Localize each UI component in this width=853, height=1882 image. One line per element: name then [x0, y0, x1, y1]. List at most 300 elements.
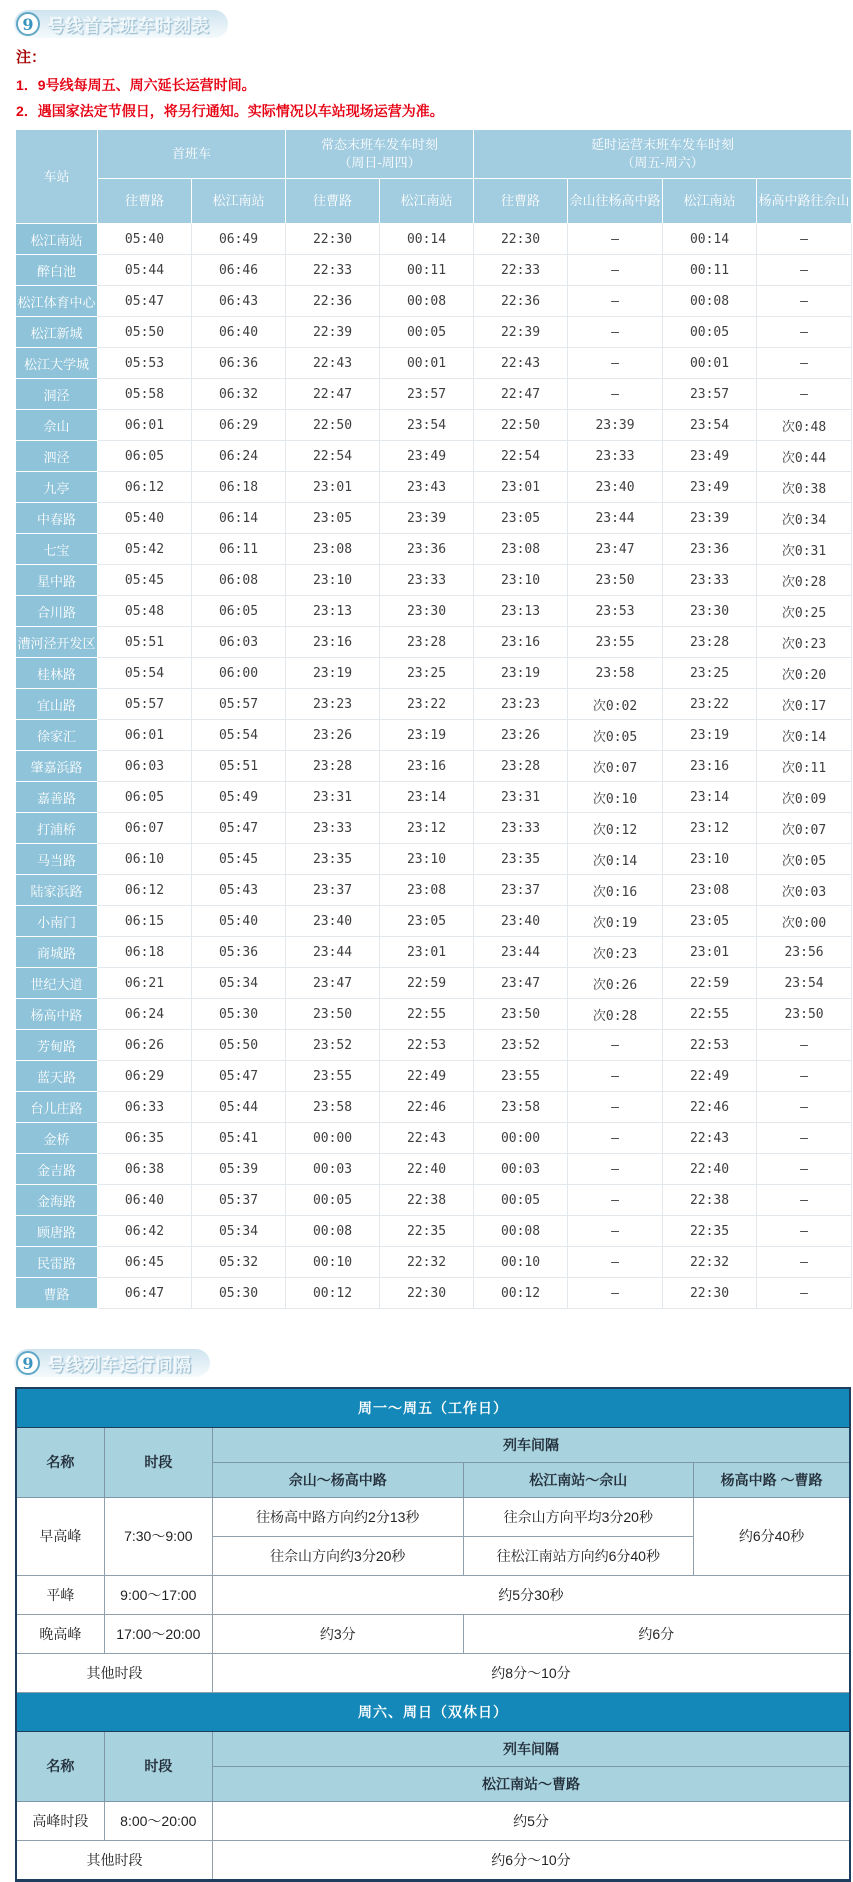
time-cell: 06:42: [98, 1216, 192, 1247]
time-cell: 次0:20: [757, 658, 852, 689]
station-row: [16, 1154, 852, 1185]
time-cell: 06:18: [192, 472, 286, 503]
time-cell: 05:40: [98, 503, 192, 534]
time-cell: 次0:28: [568, 999, 663, 1030]
morning-seg1-dir1: 往杨高中路方向约2分13秒: [212, 1498, 463, 1537]
time-cell: 次0:14: [757, 720, 852, 751]
station-name: 世纪大道: [16, 968, 98, 999]
line-number-icon: 9: [16, 1351, 40, 1375]
time-cell: 23:50: [568, 565, 663, 596]
time-cell: 23:49: [380, 441, 474, 472]
time-cell: 23:44: [286, 937, 380, 968]
time-cell: 23:37: [286, 875, 380, 906]
group-delayed-last: [474, 130, 852, 179]
time-cell: 06:36: [192, 348, 286, 379]
time-cell: 05:54: [98, 658, 192, 689]
time-cell: 06:01: [98, 410, 192, 441]
time-cell: —: [568, 1154, 663, 1185]
station-name: 泗泾: [16, 441, 98, 472]
weekend-peak-value: 约5分: [212, 1802, 850, 1841]
time-cell: 次0:44: [757, 441, 852, 472]
time-cell: 次0:19: [568, 906, 663, 937]
time-cell: 次0:25: [757, 596, 852, 627]
time-cell: 22:40: [663, 1154, 757, 1185]
subcol-to-caolu-first: 往曹路: [98, 179, 192, 224]
time-cell: 06:08: [192, 565, 286, 596]
time-cell: 23:23: [286, 689, 380, 720]
time-cell: 22:43: [663, 1123, 757, 1154]
time-cell: 23:22: [380, 689, 474, 720]
time-cell: 次0:02: [568, 689, 663, 720]
time-cell: 23:05: [380, 906, 474, 937]
time-cell: 23:55: [474, 1061, 568, 1092]
time-cell: 22:33: [474, 255, 568, 286]
station-row: [16, 1092, 852, 1123]
time-cell: 次0:09: [757, 782, 852, 813]
group-delay-line2: （周五-周六）: [621, 155, 704, 170]
time-cell: 22:35: [380, 1216, 474, 1247]
morning-seg3: 约6分40秒: [694, 1498, 850, 1576]
interval-table: [15, 1387, 851, 1882]
time-cell: 22:47: [474, 379, 568, 410]
time-cell: 06:03: [98, 751, 192, 782]
time-cell: 23:26: [474, 720, 568, 751]
station-row: [16, 1123, 852, 1154]
time-cell: 23:01: [474, 472, 568, 503]
time-cell: 23:19: [286, 658, 380, 689]
time-cell: 23:16: [380, 751, 474, 782]
time-cell: 22:32: [380, 1247, 474, 1278]
time-cell: —: [757, 286, 852, 317]
time-cell: 06:12: [98, 875, 192, 906]
time-cell: 23:28: [474, 751, 568, 782]
time-cell: 23:57: [380, 379, 474, 410]
time-cell: 23:47: [286, 968, 380, 999]
time-cell: 23:37: [474, 875, 568, 906]
time-cell: 23:49: [663, 441, 757, 472]
time-cell: 23:16: [474, 627, 568, 658]
time-cell: 次0:23: [568, 937, 663, 968]
time-cell: 00:11: [380, 255, 474, 286]
time-cell: 23:35: [286, 844, 380, 875]
time-cell: 22:54: [286, 441, 380, 472]
time-cell: 06:29: [98, 1061, 192, 1092]
time-cell: 23:28: [380, 627, 474, 658]
time-cell: 23:33: [474, 813, 568, 844]
time-cell: 22:35: [663, 1216, 757, 1247]
time-cell: 次0:23: [757, 627, 852, 658]
time-cell: 次0:17: [757, 689, 852, 720]
weekday-other-name: 其他时段: [16, 1654, 212, 1693]
time-cell: 05:32: [192, 1247, 286, 1278]
time-cell: 00:05: [474, 1185, 568, 1216]
time-cell: 00:14: [380, 224, 474, 255]
station-name: 中春路: [16, 503, 98, 534]
time-cell: 05:36: [192, 937, 286, 968]
time-cell: 23:49: [663, 472, 757, 503]
evening-peak-value1: 约3分: [212, 1615, 463, 1654]
weekday-col-interval: 列车间隔: [212, 1428, 850, 1463]
station-row: [16, 565, 852, 596]
time-cell: 23:28: [663, 627, 757, 658]
segment-sheshan-yanggao: 佘山～杨高中路: [212, 1463, 463, 1498]
time-cell: —: [757, 1154, 852, 1185]
station-row: [16, 999, 852, 1030]
time-cell: 22:30: [380, 1278, 474, 1309]
station-row: [16, 627, 852, 658]
station-name: 小南门: [16, 906, 98, 937]
time-cell: —: [568, 379, 663, 410]
flat-peak-value: 约5分30秒: [212, 1576, 850, 1615]
time-cell: —: [568, 1092, 663, 1123]
station-name: 松江新城: [16, 317, 98, 348]
station-row: [16, 224, 852, 255]
time-cell: 22:30: [474, 224, 568, 255]
time-cell: 23:01: [380, 937, 474, 968]
time-cell: 22:43: [286, 348, 380, 379]
station-row: [16, 534, 852, 565]
time-cell: 23:08: [380, 875, 474, 906]
station-name: 徐家汇: [16, 720, 98, 751]
time-cell: 23:12: [663, 813, 757, 844]
time-cell: 06:07: [98, 813, 192, 844]
time-cell: 23:47: [568, 534, 663, 565]
time-cell: 次0:11: [757, 751, 852, 782]
time-cell: 22:59: [380, 968, 474, 999]
time-cell: 06:35: [98, 1123, 192, 1154]
col-station-header: 车站: [16, 130, 98, 224]
time-cell: 00:00: [286, 1123, 380, 1154]
morning-seg2-dir2: 往松江南站方向约6分40秒: [463, 1537, 694, 1576]
time-cell: 05:40: [192, 906, 286, 937]
time-cell: 06:11: [192, 534, 286, 565]
time-cell: 次0:28: [757, 565, 852, 596]
group-delay-line1: 延时运营末班车发车时刻: [591, 137, 735, 153]
time-cell: 06:00: [192, 658, 286, 689]
time-cell: 23:08: [474, 534, 568, 565]
time-cell: 23:57: [663, 379, 757, 410]
time-cell: 次0:07: [757, 813, 852, 844]
time-cell: 22:33: [286, 255, 380, 286]
segment-songjiangnan-sheshan: 松江南站～佘山: [463, 1463, 694, 1498]
time-cell: 00:05: [286, 1185, 380, 1216]
time-cell: 05:51: [98, 627, 192, 658]
time-cell: 22:43: [380, 1123, 474, 1154]
station-row: [16, 379, 852, 410]
weekday-other-value: 约8分～10分: [212, 1654, 850, 1693]
segment-songjiangnan-caolu: 松江南站～曹路: [212, 1767, 850, 1802]
time-cell: 06:26: [98, 1030, 192, 1061]
time-cell: —: [757, 348, 852, 379]
time-cell: 00:10: [474, 1247, 568, 1278]
time-cell: 00:08: [474, 1216, 568, 1247]
time-cell: 23:44: [568, 503, 663, 534]
line-number-icon: 9: [16, 12, 40, 36]
section2-title: 号线列车运行间隔: [48, 1355, 192, 1375]
time-cell: 06:03: [192, 627, 286, 658]
time-cell: 05:49: [192, 782, 286, 813]
station-row: [16, 689, 852, 720]
time-cell: 23:33: [568, 441, 663, 472]
time-cell: —: [568, 1247, 663, 1278]
time-cell: —: [757, 1247, 852, 1278]
weekday-band: 周一～周五（工作日）: [16, 1388, 850, 1428]
weekend-band: 周六、周日（双休日）: [16, 1693, 850, 1732]
time-cell: 23:25: [663, 658, 757, 689]
weekend-other-value: 约6分～10分: [212, 1841, 850, 1881]
time-cell: 23:40: [568, 472, 663, 503]
time-cell: 05:51: [192, 751, 286, 782]
time-cell: 次0:00: [757, 906, 852, 937]
station-name: 金桥: [16, 1123, 98, 1154]
time-cell: 22:38: [663, 1185, 757, 1216]
time-cell: 23:05: [286, 503, 380, 534]
group-first-train: 首班车: [98, 130, 286, 179]
time-cell: 05:47: [98, 286, 192, 317]
time-cell: —: [757, 255, 852, 286]
time-cell: 05:39: [192, 1154, 286, 1185]
morning-seg1-dir2: 往佘山方向约3分20秒: [212, 1537, 463, 1576]
time-cell: 23:10: [474, 565, 568, 596]
time-cell: 22:36: [474, 286, 568, 317]
weekend-other-name: 其他时段: [16, 1841, 212, 1881]
time-cell: 00:12: [474, 1278, 568, 1309]
time-cell: 00:00: [474, 1123, 568, 1154]
time-cell: 06:29: [192, 410, 286, 441]
time-cell: 05:58: [98, 379, 192, 410]
station-row: [16, 937, 852, 968]
time-cell: 06:05: [98, 441, 192, 472]
time-cell: —: [568, 286, 663, 317]
group-normal-line1: 常态末班车发车时刻: [321, 137, 439, 153]
subcol-to-caolu-delay: 往曹路: [474, 179, 568, 224]
time-cell: 05:42: [98, 534, 192, 565]
time-cell: 22:46: [380, 1092, 474, 1123]
station-name: 马当路: [16, 844, 98, 875]
time-cell: 05:41: [192, 1123, 286, 1154]
time-cell: —: [757, 224, 852, 255]
group-normal-line2: （周日-周四）: [338, 155, 421, 170]
time-cell: 05:47: [192, 1061, 286, 1092]
time-cell: 05:43: [192, 875, 286, 906]
time-cell: 23:58: [286, 1092, 380, 1123]
time-cell: 22:50: [474, 410, 568, 441]
evening-peak-name: 晚高峰: [16, 1615, 104, 1654]
weekday-col-name: 名称: [16, 1428, 104, 1498]
time-cell: 23:58: [568, 658, 663, 689]
notes-label: 注：: [16, 49, 47, 66]
time-cell: 06:18: [98, 937, 192, 968]
time-cell: 23:40: [286, 906, 380, 937]
time-cell: 次0:10: [568, 782, 663, 813]
time-cell: 06:43: [192, 286, 286, 317]
time-cell: 次0:05: [568, 720, 663, 751]
station-name: 醉白池: [16, 255, 98, 286]
time-cell: 22:36: [286, 286, 380, 317]
station-row: [16, 1247, 852, 1278]
time-cell: —: [568, 1185, 663, 1216]
weekend-col-interval: 列车间隔: [212, 1732, 850, 1767]
time-cell: 次0:05: [757, 844, 852, 875]
station-name: 杨高中路: [16, 999, 98, 1030]
time-cell: 22:46: [663, 1092, 757, 1123]
station-name: 松江大学城: [16, 348, 98, 379]
station-name: 松江体育中心: [16, 286, 98, 317]
time-cell: 23:01: [286, 472, 380, 503]
time-cell: 23:36: [663, 534, 757, 565]
station-name: 金吉路: [16, 1154, 98, 1185]
time-cell: 23:33: [663, 565, 757, 596]
time-cell: 23:54: [663, 410, 757, 441]
time-cell: 05:45: [192, 844, 286, 875]
time-cell: 06:24: [192, 441, 286, 472]
time-cell: —: [568, 224, 663, 255]
time-cell: 次0:48: [757, 410, 852, 441]
weekend-peak-period: 8:00～20:00: [104, 1802, 212, 1841]
section1-title: 号线首末班车时刻表: [48, 16, 210, 36]
time-cell: 22:47: [286, 379, 380, 410]
segment-yanggao-caolu: 杨高中路 ～曹路: [694, 1463, 850, 1498]
time-cell: 23:31: [474, 782, 568, 813]
time-cell: 次0:03: [757, 875, 852, 906]
time-cell: 23:31: [286, 782, 380, 813]
time-cell: 23:33: [380, 565, 474, 596]
subcol-songjiangnan-delay: 松江南站: [663, 179, 757, 224]
station-name: 佘山: [16, 410, 98, 441]
time-cell: 23:25: [380, 658, 474, 689]
time-cell: —: [757, 1092, 852, 1123]
time-cell: 23:39: [380, 503, 474, 534]
time-cell: 23:47: [474, 968, 568, 999]
time-cell: 05:34: [192, 968, 286, 999]
station-name: 商城路: [16, 937, 98, 968]
station-row: [16, 751, 852, 782]
time-cell: 22:38: [380, 1185, 474, 1216]
time-cell: 23:16: [663, 751, 757, 782]
time-cell: 05:47: [192, 813, 286, 844]
time-cell: 06:10: [98, 844, 192, 875]
flat-peak-name: 平峰: [16, 1576, 104, 1615]
time-cell: 22:55: [380, 999, 474, 1030]
time-cell: 22:55: [663, 999, 757, 1030]
time-cell: 00:08: [286, 1216, 380, 1247]
time-cell: —: [568, 1061, 663, 1092]
time-cell: 06:21: [98, 968, 192, 999]
timetable-body: [16, 224, 852, 1309]
time-cell: 23:33: [286, 813, 380, 844]
station-row: [16, 286, 852, 317]
time-cell: 23:26: [286, 720, 380, 751]
time-cell: 23:14: [663, 782, 757, 813]
station-name: 芳甸路: [16, 1030, 98, 1061]
time-cell: 23:52: [286, 1030, 380, 1061]
time-cell: 00:01: [380, 348, 474, 379]
station-row: [16, 410, 852, 441]
time-cell: 06:32: [192, 379, 286, 410]
time-cell: 06:33: [98, 1092, 192, 1123]
time-cell: —: [568, 317, 663, 348]
time-cell: 22:40: [380, 1154, 474, 1185]
time-cell: 次0:38: [757, 472, 852, 503]
time-cell: —: [757, 317, 852, 348]
time-cell: 05:44: [192, 1092, 286, 1123]
time-cell: —: [757, 379, 852, 410]
time-cell: 23:19: [663, 720, 757, 751]
time-cell: 00:03: [286, 1154, 380, 1185]
time-cell: 23:14: [380, 782, 474, 813]
time-cell: 22:39: [474, 317, 568, 348]
station-row: [16, 1061, 852, 1092]
time-cell: 23:56: [757, 937, 852, 968]
station-name: 顾唐路: [16, 1216, 98, 1247]
time-cell: 次0:14: [568, 844, 663, 875]
time-cell: 00:08: [663, 286, 757, 317]
time-cell: 22:49: [380, 1061, 474, 1092]
time-cell: —: [757, 1185, 852, 1216]
time-cell: 05:30: [192, 1278, 286, 1309]
time-cell: 05:50: [192, 1030, 286, 1061]
time-cell: —: [757, 1030, 852, 1061]
time-cell: 06:05: [98, 782, 192, 813]
subcol-songjiangnan-normal: 松江南站: [380, 179, 474, 224]
station-name: 台儿庄路: [16, 1092, 98, 1123]
time-cell: 06:12: [98, 472, 192, 503]
time-cell: 23:10: [380, 844, 474, 875]
time-cell: 05:37: [192, 1185, 286, 1216]
morning-peak-period: 7:30～9:00: [104, 1498, 212, 1576]
station-name: 七宝: [16, 534, 98, 565]
time-cell: 00:10: [286, 1247, 380, 1278]
station-name: 陆家浜路: [16, 875, 98, 906]
evening-peak-value2: 约6分: [463, 1615, 850, 1654]
station-row: [16, 1216, 852, 1247]
time-cell: 06:14: [192, 503, 286, 534]
time-cell: 06:40: [98, 1185, 192, 1216]
time-cell: 00:11: [663, 255, 757, 286]
station-row: [16, 596, 852, 627]
station-name: 曹路: [16, 1278, 98, 1309]
time-cell: 23:30: [380, 596, 474, 627]
time-cell: —: [568, 255, 663, 286]
time-cell: 23:53: [568, 596, 663, 627]
time-cell: 23:54: [380, 410, 474, 441]
time-cell: 23:01: [663, 937, 757, 968]
notes: [16, 46, 853, 121]
time-cell: —: [568, 1030, 663, 1061]
time-cell: 23:22: [663, 689, 757, 720]
time-cell: 06:15: [98, 906, 192, 937]
time-cell: 23:05: [474, 503, 568, 534]
time-cell: 23:16: [286, 627, 380, 658]
flat-peak-period: 9:00～17:00: [104, 1576, 212, 1615]
time-cell: 06:05: [192, 596, 286, 627]
time-cell: —: [757, 1216, 852, 1247]
station-row: [16, 255, 852, 286]
station-name: 打浦桥: [16, 813, 98, 844]
time-cell: 23:23: [474, 689, 568, 720]
time-cell: 23:39: [568, 410, 663, 441]
station-row: [16, 441, 852, 472]
time-cell: 06:47: [98, 1278, 192, 1309]
station-name: 漕河泾开发区: [16, 627, 98, 658]
station-name: 星中路: [16, 565, 98, 596]
evening-peak-period: 17:00～20:00: [104, 1615, 212, 1654]
station-row: [16, 720, 852, 751]
subcol-songjiangnan-first: 松江南站: [192, 179, 286, 224]
time-cell: 22:59: [663, 968, 757, 999]
station-name: 嘉善路: [16, 782, 98, 813]
time-cell: 23:50: [286, 999, 380, 1030]
